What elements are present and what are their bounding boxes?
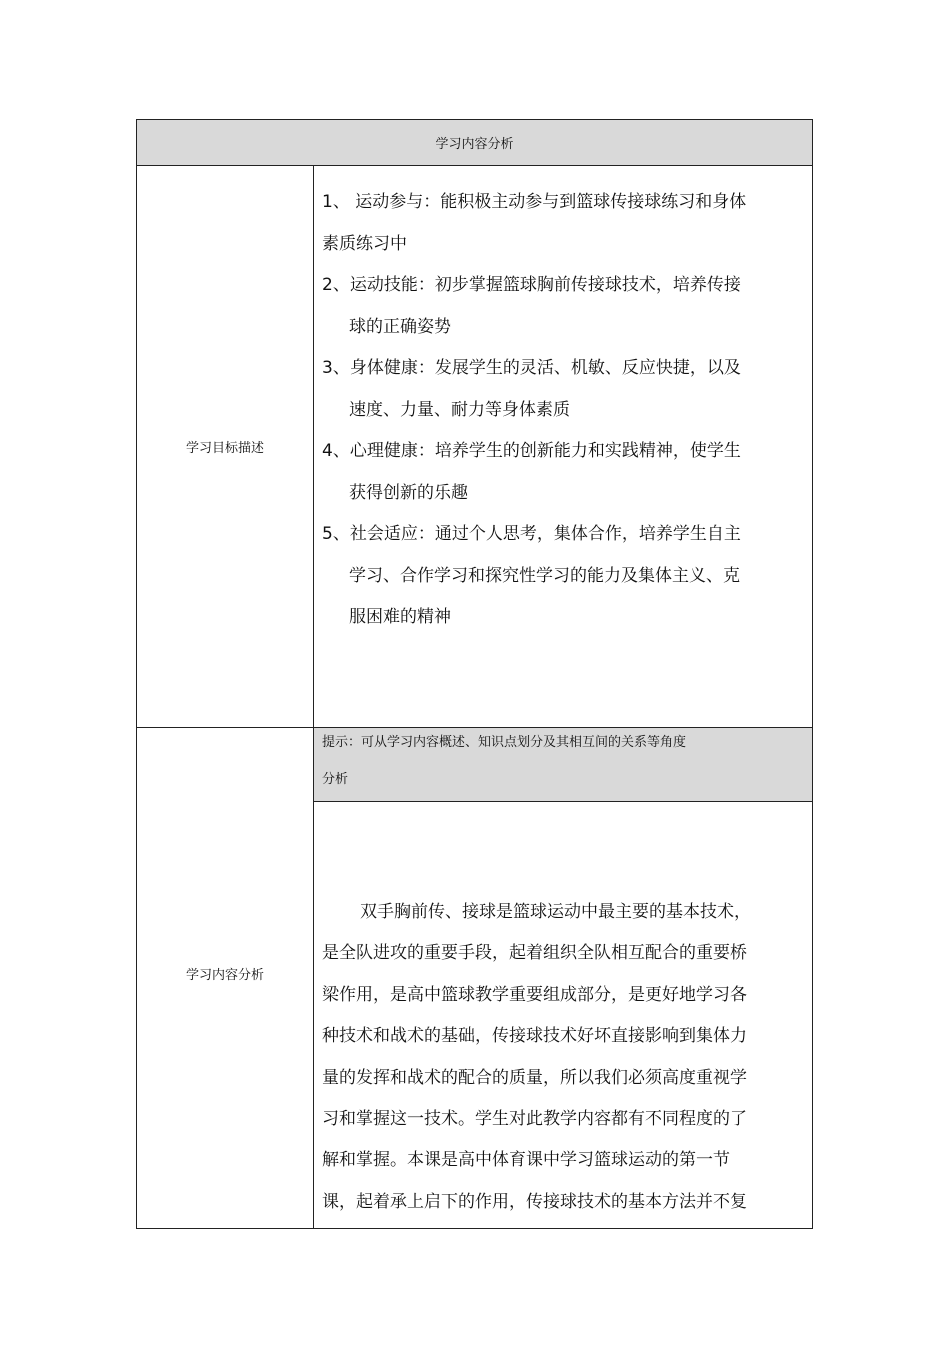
goal-line: 球的正确姿势 [349,316,451,337]
hint-cell [314,728,812,801]
content-line: 双手胸前传、接球是篮球运动中最主要的基本技术， [360,902,751,922]
content-line: 量的发挥和战术的配合的质量，所以我们必须高度重视学 [322,1067,747,1088]
column-divider [313,165,314,1228]
content-text [322,892,792,1223]
content-line: 课，起着承上启下的作用，传接球技术的基本方法并不复 [322,1191,747,1212]
hint-line: 分析 [322,772,349,787]
content-line: 种技术和战术的基础，传接球技术好坏直接影响到集体力 [322,1026,747,1047]
content-line: 梁作用，是高中篮球教学重要组成部分，是更好地学习各 [322,984,747,1005]
goal-line: 素质练习中 [322,233,407,254]
header-divider [137,165,812,166]
goal-line: 1、 运动参与：能积极主动参与到篮球传接球练习和身体 [322,192,747,212]
table-header-title: 学习内容分析 [435,137,514,152]
goals-text [322,182,792,639]
hint-line: 提示：可从学习内容概述、知识点划分及其相互间的关系等角度 [322,735,687,750]
goal-line: 5、社会适应：通过个人思考，集体合作，培养学生自主 [322,524,741,544]
goals-label: 学习目标描述 [185,441,264,456]
goal-line: 获得创新的乐趣 [349,482,468,503]
goal-line: 3、身体健康：发展学生的灵活、机敏、反应快捷，以及 [322,358,741,378]
goal-line: 4、心理健康：培养学生的创新能力和实践精神，使学生 [322,441,741,461]
hint-divider [314,801,812,802]
lesson-table [136,119,813,1229]
goal-line: 速度、力量、耐力等身体素质 [349,399,570,420]
goal-line: 服困难的精神 [349,607,451,627]
content-line: 是全队进攻的重要手段，起着组织全队相互配合的重要桥 [322,943,747,964]
goal-line: 2、运动技能：初步掌握篮球胸前传接球技术，培养传接 [322,275,741,295]
table-header [137,120,812,165]
content-line: 解和掌握。本课是高中体育课中学习篮球运动的第一节 [322,1150,730,1171]
goal-line: 学习、合作学习和探究性学习的能力及集体主义、克 [349,565,740,586]
content-label: 学习内容分析 [185,968,264,983]
content-line: 习和掌握这一技术。学生对此教学内容都有不同程度的了 [322,1108,747,1129]
